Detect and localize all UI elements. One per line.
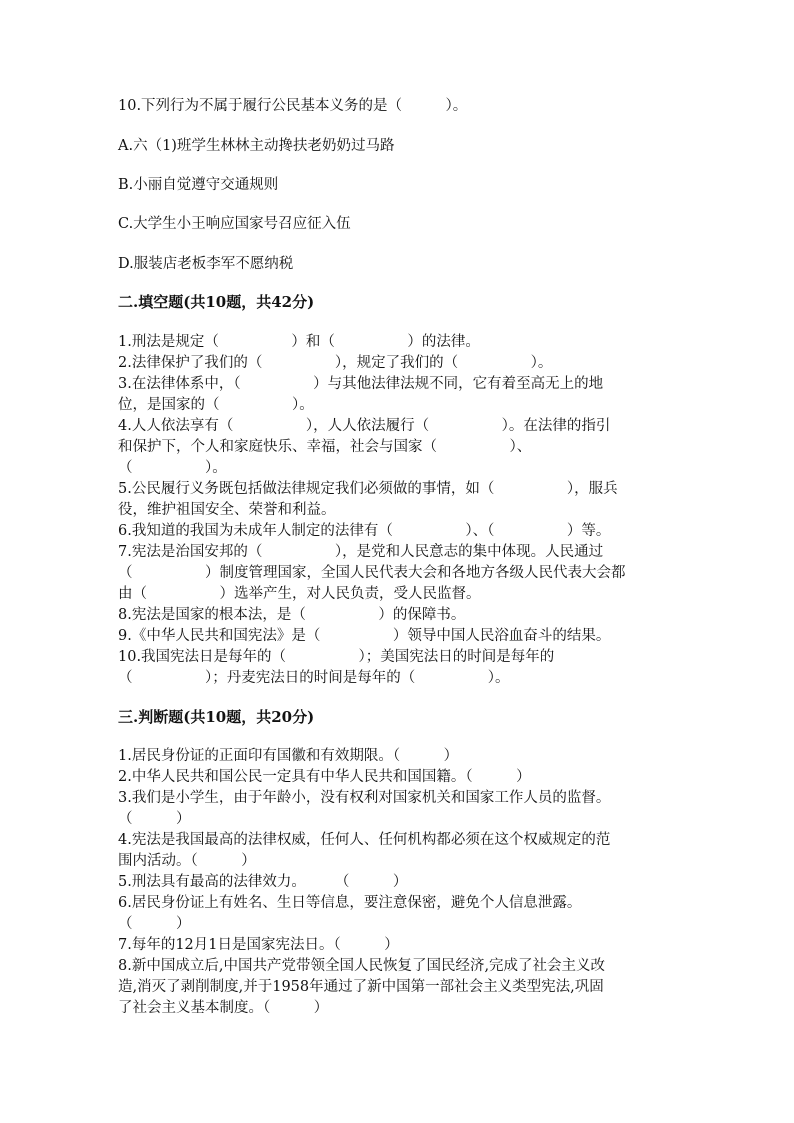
true-false-line: 7.每年的12月1日是国家宪法日。（ ）	[118, 937, 399, 953]
true-false-line: 2.中华人民共和国公民一定具有中华人民共和国国籍。（ ）	[118, 769, 531, 785]
fill-blank-line: 1.刑法是规定（ ）和（ ）的法律。	[118, 334, 480, 350]
true-false-line: 5.刑法具有最高的法律效力。 （ ）	[118, 874, 408, 890]
true-false-line: 围内活动。（ ）	[118, 853, 256, 869]
option-a: A.六（1)班学生林林主动搀扶老奶奶过马路	[118, 138, 395, 154]
fill-blank-line: 2.法律保护了我们的（ ），规定了我们的（ ）。	[118, 355, 553, 371]
true-false-line: 6.居民身份证上有姓名、生日等信息，要注意保密，避免个人信息泄露。	[118, 895, 582, 911]
true-false-line: （ ）	[118, 916, 191, 932]
true-false-line: 造,消灭了剥削制度,并于1958年通过了新中国第一部社会主义类型宪法,巩固	[118, 979, 604, 995]
section-heading-true-false: 三.判断题(共10题，共20分)	[118, 708, 315, 726]
fill-blank-line: 9.《中华人民共和国宪法》是（ ）领导中国人民浴血奋斗的结果。	[118, 628, 611, 644]
section-heading-fill-blank: 二.填空题(共10题，共42分)	[118, 293, 315, 311]
option-d: D.服装店老板李军不愿纳税	[118, 256, 294, 272]
true-false-line: 了社会主义基本制度。（ ）	[118, 1000, 329, 1016]
true-false-line: 1.居民身份证的正面印有国徽和有效期限。（ ）	[118, 748, 459, 764]
question-10-stem: 10.下列行为不属于履行公民基本义务的是（ ）。	[118, 98, 468, 114]
fill-blank-line: （ ）制度管理国家，全国人民代表大会和各地方各级人民代表大会都	[118, 565, 626, 581]
true-false-line: 3.我们是小学生，由于年龄小，没有权利对国家机关和国家工作人员的监督。	[118, 790, 611, 806]
option-b: B.小丽自觉遵守交通规则	[118, 177, 279, 193]
fill-blank-line: 由（ ）选举产生，对人民负责，受人民监督。	[118, 586, 481, 602]
fill-blank-line: 3.在法律体系中，（ ）与其他法律法规不同，它有着至高无上的地	[118, 376, 604, 392]
fill-blank-line: 8.宪法是国家的根本法，是（ ）的保障书。	[118, 607, 466, 623]
fill-blank-line: 10.我国宪法日是每年的（ ）；美国宪法日的时间是每年的	[118, 649, 555, 665]
fill-blank-line: （ ）。	[118, 460, 227, 476]
fill-blank-line: （ ）；丹麦宪法日的时间是每年的（ ）。	[118, 670, 510, 686]
fill-blank-line: 役，维护祖国安全、荣誉和利益。	[118, 502, 336, 518]
true-false-line: 8.新中国成立后,中国共产党带领全国人民恢复了国民经济,完成了社会主义改	[118, 958, 606, 974]
fill-blank-line: 6.我知道的我国为未成年人制定的法律有（ ）、（ ）等。	[118, 523, 611, 539]
fill-blank-line: 和保护下，个人和家庭快乐、幸福，社会与国家（ ）、	[118, 439, 532, 455]
fill-blank-line: 7.宪法是治国安邦的（ ），是党和人民意志的集中体现。人民通过	[118, 544, 604, 560]
true-false-line: 4.宪法是我国最高的法律权威，任何人、任何机构都必须在这个权威规定的范	[118, 832, 611, 848]
true-false-line: （ ）	[118, 811, 191, 827]
fill-blank-line: 5.公民履行义务既包括做法律规定我们必须做的事情，如（ ），服兵	[118, 481, 618, 497]
option-c: C.大学生小王响应国家号召应征入伍	[118, 216, 351, 232]
fill-blank-line: 位，是国家的（ ）。	[118, 397, 314, 413]
fill-blank-line: 4.人人依法享有（ ），人人依法履行（ ）。在法律的指引	[118, 418, 611, 434]
